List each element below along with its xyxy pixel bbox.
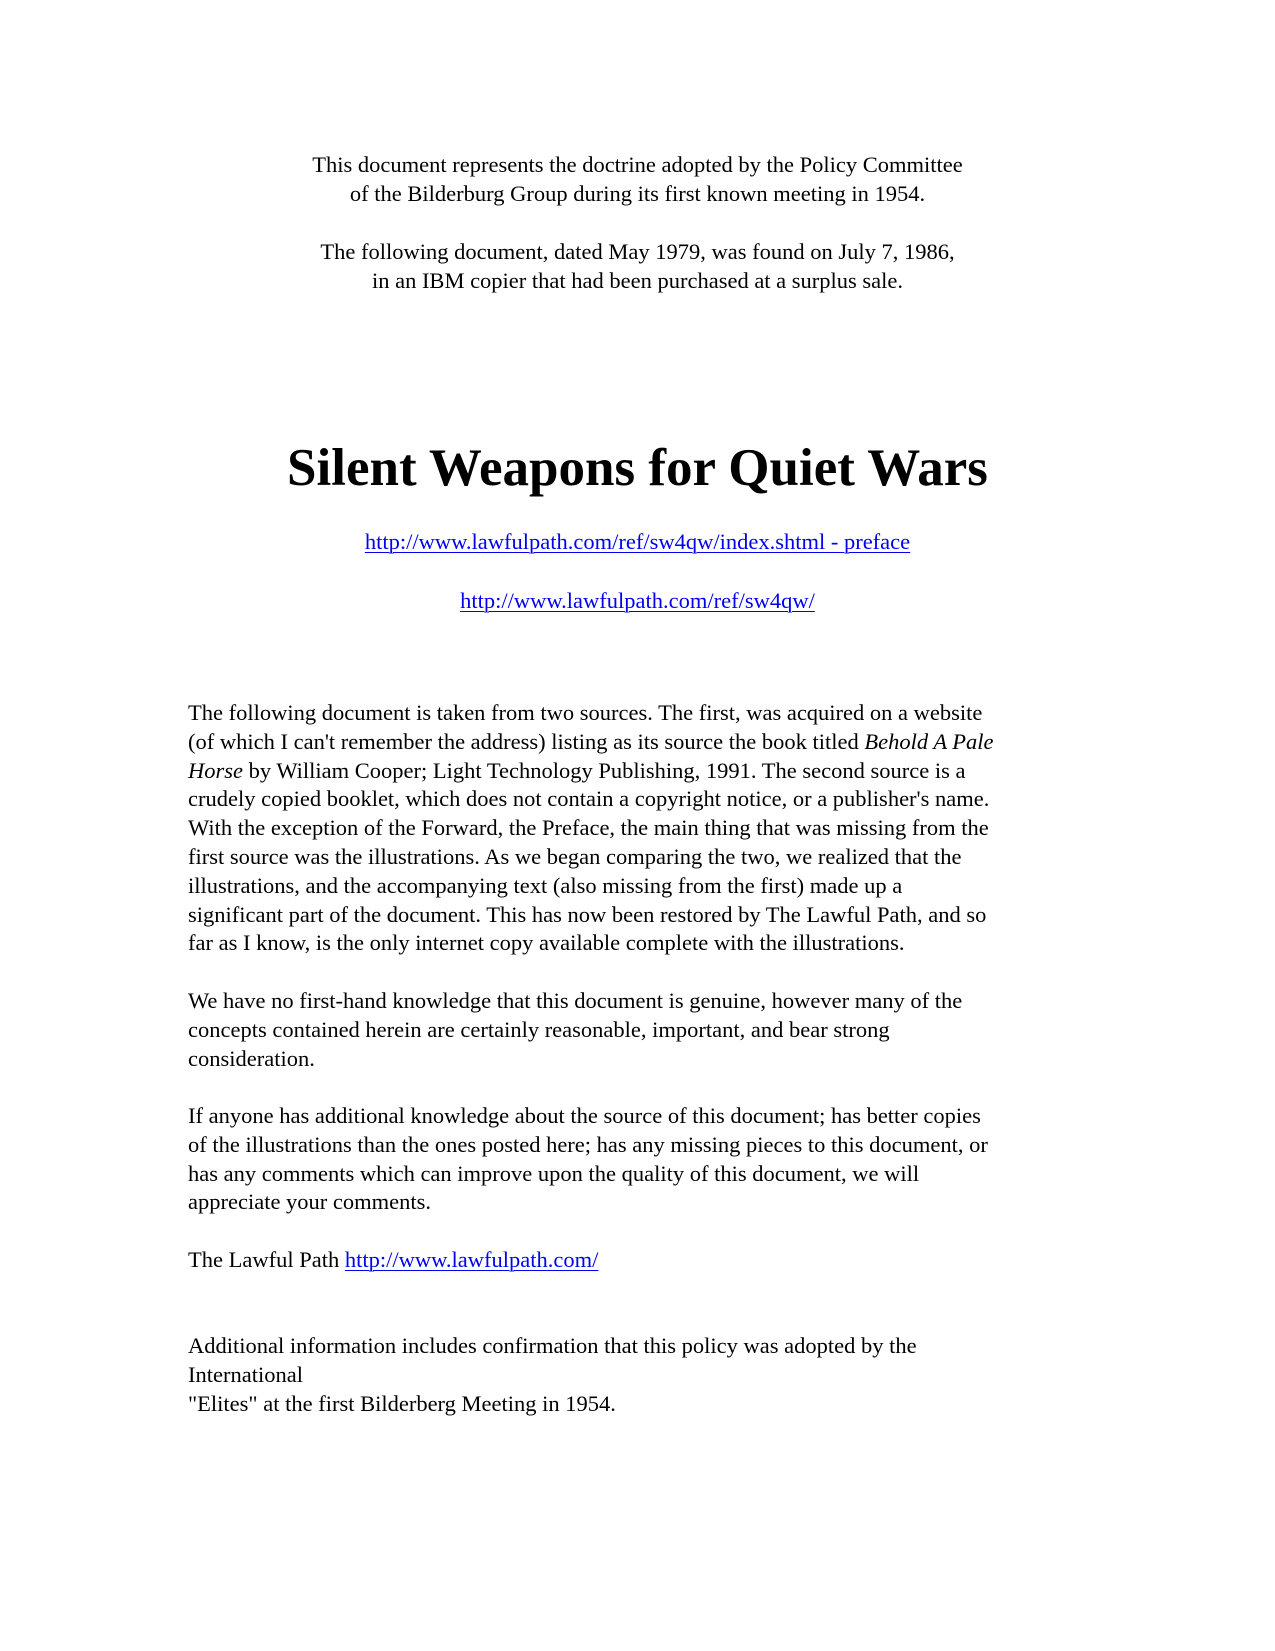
text-line: illustrations, and the accompanying text (also missing from the first) made up a: [188, 872, 903, 898]
text-segment: by William Cooper; Light Technology Publishing, 1991. The second source is a: [243, 757, 966, 783]
body-paragraph-disclaimer: [188, 987, 1088, 1073]
text-line: [188, 728, 1088, 757]
signature-line: [188, 1246, 1088, 1275]
text-line: The following document is taken from two sources. The first, was acquired on a website: [188, 700, 983, 725]
text-line: significant part of the document. This has now been restored by The Lawful Path, and so: [188, 901, 987, 927]
text-line: crudely copied booklet, which does not contain a copyright notice, or a publisher's name.: [188, 786, 990, 812]
index-link[interactable]: http://www.lawfulpath.com/ref/sw4qw/: [460, 588, 815, 613]
preface-link[interactable]: http://www.lawfulpath.com/ref/sw4qw/index.shtml - preface: [364, 529, 911, 554]
text-line: We have no first-hand knowledge that this document is genuine, however many of the: [188, 988, 963, 1013]
preface-link-line: [0, 528, 1275, 557]
text-line: consideration.: [188, 1045, 315, 1071]
signature-name: The Lawful Path: [188, 1247, 345, 1272]
text-line: If anyone has additional knowledge about the source of this document; has better copies: [188, 1103, 981, 1128]
text-line: has any comments which can improve upon the quality of this document, we will: [188, 1160, 920, 1186]
intro-line: in an IBM copier that had been purchased at a surplus sale.: [371, 267, 904, 293]
intro-line: The following document, dated May 1979, was found on July 7, 1986,: [320, 239, 955, 264]
home-link[interactable]: http://www.lawfulpath.com/: [344, 1247, 599, 1272]
text-line: concepts contained herein are certainly reasonable, important, and bear strong: [188, 1016, 890, 1042]
text-line: Additional information includes confirmation that this policy was adopted by the: [188, 1333, 917, 1358]
text-line: far as I know, is the only internet copy available complete with the illustrations.: [188, 930, 905, 956]
text-line: [188, 757, 1088, 786]
text-line: International: [188, 1361, 303, 1387]
text-line: "Elites" at the first Bilderberg Meeting in 1954.: [188, 1390, 616, 1416]
index-link-line: [0, 587, 1275, 616]
text-line: [188, 1246, 1088, 1275]
book-title-part: Behold A Pale: [864, 728, 994, 754]
intro-line: of the Bilderburg Group during its first known meeting in 1954.: [349, 180, 926, 206]
document-title: Silent Weapons for Quiet Wars: [287, 439, 988, 497]
text-line: appreciate your comments.: [188, 1189, 432, 1215]
body-paragraph-sources: [188, 699, 1088, 958]
text-segment: (of which I can't remember the address) listing as its source the book titled: [188, 728, 865, 754]
intro-paragraph-discovery: [0, 238, 1275, 296]
text-line: With the exception of the Forward, the Preface, the main thing that was missing from the: [188, 815, 989, 841]
text-line: of the illustrations than the ones posted here; has any missing pieces to this document, or: [188, 1131, 988, 1157]
body-paragraph-additional-info: [188, 1332, 1088, 1418]
book-title-part: Horse: [188, 757, 243, 783]
text-line: first source was the illustrations. As we began comparing the two, we realized that the: [188, 843, 962, 869]
intro-line: This document represents the doctrine adopted by the Policy Committee: [312, 152, 963, 177]
body-paragraph-request: [188, 1102, 1088, 1217]
intro-paragraph-doctrine: [0, 151, 1275, 209]
